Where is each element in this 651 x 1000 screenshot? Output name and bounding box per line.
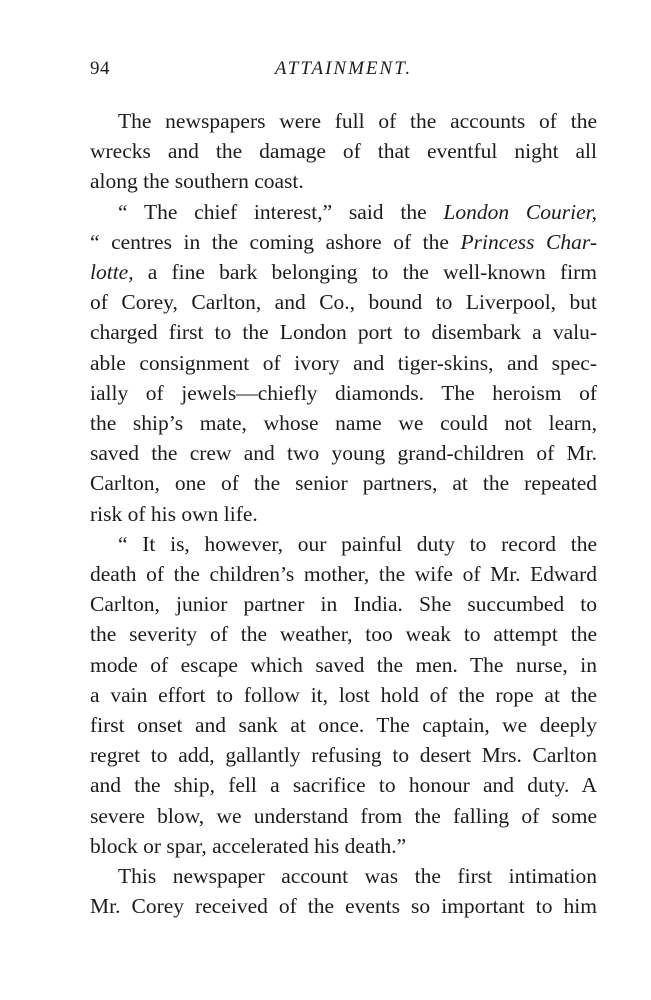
text-line: wrecks and the damage of that eventful night all <box>90 139 597 164</box>
text-line: and the ship, fell a sacrifice to honour and duty. A <box>90 773 597 798</box>
text-line: of Corey, Carlton, and Co., bound to Liverpool, but <box>90 290 597 315</box>
text-line: This newspaper account was the first intimation <box>118 864 597 889</box>
paragraph <box>90 529 597 861</box>
text-line: block or spar, accelerated his death.” <box>90 833 407 858</box>
text-line: charged first to the London port to disembark a valu- <box>90 320 597 345</box>
text-line: “ centres in the coming ashore of the Princess Char- <box>90 229 597 254</box>
text-line: death of the children’s mother, the wife of Mr. Edward <box>90 562 597 587</box>
text-line: risk of his own life. <box>90 501 258 526</box>
text-line: Carlton, one of the senior partners, at the repeated <box>90 471 597 496</box>
text-line: a vain effort to follow it, lost hold of the rope at the <box>90 682 597 707</box>
text-line: Mr. Corey received of the events so important to him <box>90 894 597 919</box>
text-line: first onset and sank at once. The captain, we deeply <box>90 713 597 738</box>
text-line: The newspapers were full of the accounts of the <box>118 109 597 133</box>
italic-text: lotte, <box>90 260 134 285</box>
text-line: the severity of the weather, too weak to attempt the <box>90 622 597 647</box>
italic-text: Princess Char- <box>460 229 597 254</box>
text-line: “ The chief interest,” said the London Courier, <box>118 199 597 224</box>
text-line: ially of jewels—chiefly diamonds. The heroism of <box>90 380 597 405</box>
running-title: ATTAINMENT. <box>274 58 413 79</box>
text-line: lotte, a fine bark belonging to the well-known firm <box>90 260 597 285</box>
paragraph <box>90 106 597 197</box>
page-header <box>90 58 597 88</box>
text-line: regret to add, gallantly refusing to desert Mrs. Carlton <box>90 743 597 768</box>
text-line: the ship’s mate, whose name we could not learn, <box>90 411 597 436</box>
text-line: Carlton, junior partner in India. She succumbed to <box>90 592 597 617</box>
text-line: severe blow, we understand from the falling of some <box>90 803 597 828</box>
text-line: “ It is, however, our painful duty to record the <box>118 531 597 556</box>
italic-text: London Courier, <box>443 199 597 224</box>
page-number: 94 <box>90 58 110 79</box>
text-line: saved the crew and two young grand-children of Mr. <box>90 441 597 466</box>
text-line: along the southern coast. <box>90 169 304 194</box>
paragraph <box>90 861 597 921</box>
body-text <box>90 106 597 921</box>
text-line: able consignment of ivory and tiger-skins, and spec- <box>90 350 597 375</box>
text-line: mode of escape which saved the men. The nurse, in <box>90 652 597 677</box>
paragraph <box>90 197 597 529</box>
